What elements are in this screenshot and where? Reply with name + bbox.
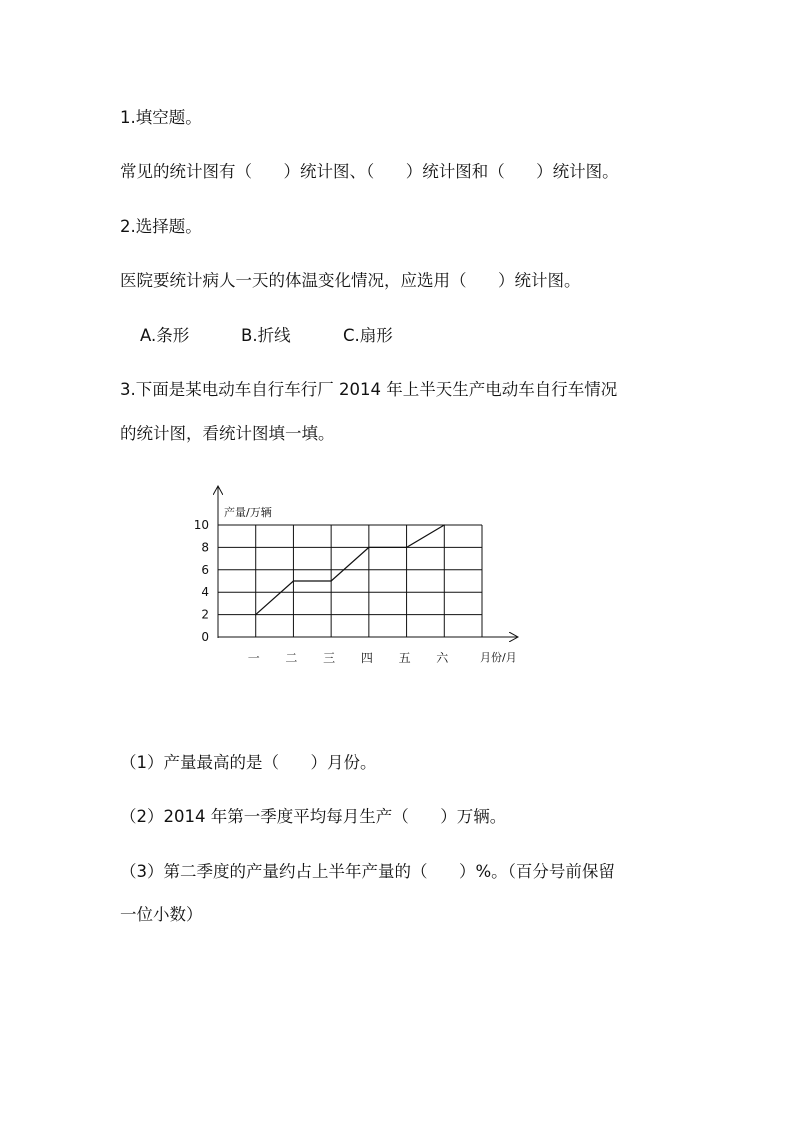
- y-tick-label: 0: [201, 630, 209, 644]
- data-point: [444, 524, 445, 525]
- y-tick-label: 6: [201, 562, 209, 577]
- x-category-label: 六: [436, 651, 449, 665]
- q2-heading: 2.选择题。: [120, 217, 202, 236]
- x-category-label: 四: [360, 651, 373, 665]
- q3-sub3-line1: （3）第二季度的产量约占上半年产量的（ ）%。（百分号前保留: [120, 862, 615, 881]
- chart-grid: [218, 525, 482, 637]
- q3-sub1: （1）产量最高的是（ ）月份。: [120, 753, 377, 772]
- x-category-label: 二: [285, 651, 298, 665]
- q3-intro-line2: 的统计图，看统计图填一填。: [120, 424, 335, 443]
- x-category-labels: [248, 651, 450, 665]
- y-tick-label: 2: [201, 607, 209, 622]
- data-point: [255, 614, 256, 615]
- option-c: C.扇形: [343, 326, 393, 345]
- q1-heading: 1.填空题。: [120, 108, 202, 127]
- q3-sub3-line2: 一位小数）: [120, 905, 203, 924]
- y-tick-labels: [194, 518, 209, 644]
- data-point: [293, 580, 294, 581]
- data-point: [368, 547, 369, 548]
- option-a: A.条形: [140, 326, 190, 345]
- x-category-label: 五: [398, 651, 411, 665]
- q1-text: 常见的统计图有（ ）统计图、（ ）统计图和（ ）统计图。: [120, 162, 619, 181]
- data-point: [406, 547, 407, 548]
- data-point: [331, 580, 332, 581]
- option-b: B.折线: [241, 326, 291, 345]
- q3-sub2: （2）2014 年第一季度平均每月生产（ ）万辆。: [120, 807, 507, 826]
- q3-intro-line1: 3.下面是某电动车自行车行厂 2014 年上半天生产电动车自行车情况: [120, 380, 618, 399]
- x-axis-label: 月份/月: [480, 651, 517, 664]
- y-tick-label: 8: [201, 540, 209, 555]
- q2-text: 医院要统计病人一天的体温变化情况，应选用（ ）统计图。: [120, 271, 581, 290]
- y-tick-label: 4: [201, 585, 209, 600]
- x-category-label: 一: [247, 651, 260, 665]
- y-tick-label: 10: [193, 518, 209, 532]
- x-category-label: 三: [323, 651, 336, 665]
- y-axis-label: 产量/万辆: [224, 506, 272, 519]
